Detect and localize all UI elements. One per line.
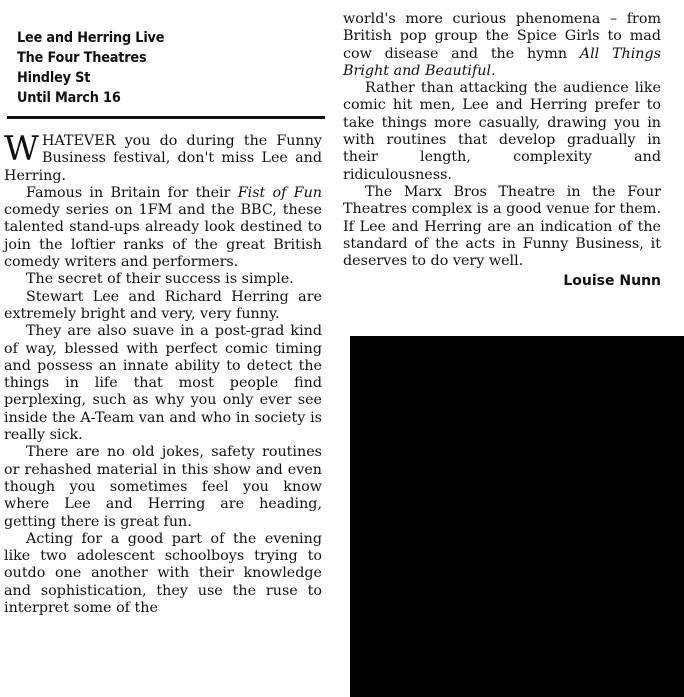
article-paragraph-1 <box>4 129 322 185</box>
article-paragraph-6: There are no old jokes, safety routines or rehashed material in this show and even though you sometimes feel you know where Lee and Herring are heading, getting there is great fun. <box>4 444 322 530</box>
drop-cap: W <box>4 129 39 169</box>
article-paragraph-2 <box>4 185 322 271</box>
header-divider <box>7 116 325 119</box>
event-title: Lee and Herring Live <box>17 30 165 46</box>
paragraph-2-text-b: comedy series on 1FM and the BBC, these talented stand-ups already look destined to join the loftier ranks of the great British comedy writers and performers. <box>4 202 322 271</box>
paragraph-1-text: HATEVER you do during the Funny Business festival, don't miss Lee and Herring. <box>4 133 322 184</box>
author-byline: Louise Nunn <box>563 273 661 290</box>
paragraph-8-text: world's more curious phenomena – from British pop group the Spice Girls to mad cow disease and the hymn <box>343 11 661 62</box>
article-paragraph-10: The Marx Bros Theatre in the Four Theatres complex is a good venue for them. If Lee and Herring are an indication of the standard of the acts in Funny Business, it deserves to do very well. <box>343 183 661 270</box>
article-paragraph-9: Rather than attacking the audience like comic hit men, Lee and Herring prefer to take things more casually, drawing you in with routines that develop gradually in their length, complexity and ridiculousness. <box>343 80 661 183</box>
event-dates: Until March 16 <box>17 90 121 106</box>
hymn-title: All Things Bright and Beautiful. <box>343 45 662 79</box>
article-paragraph-7: Acting for a good part of the evening like two adolescent schoolboys trying to outdo one another with their knowledge and sophistication, they use the ruse to interpret some of the <box>4 530 322 617</box>
event-street: Hindley St <box>17 70 91 86</box>
event-details <box>17 28 298 108</box>
article-paragraph-8 <box>343 11 661 80</box>
left-column <box>4 0 322 617</box>
article-paragraph-3: The secret of their success is simple. <box>26 271 294 288</box>
redacted-area <box>350 336 684 697</box>
show-title: Fist of Fun <box>237 184 322 201</box>
event-venue: The Four Theatres <box>17 50 147 66</box>
article-body-left <box>4 129 322 617</box>
article-paragraph-5: They are also suave in a post-grad kind of way, blessed with perfect comic timing and possess an innate ability to detect the things in life that most people find perplexing, such as why you only ever see inside the A-Team van and who in society is really sick. <box>4 323 322 444</box>
paragraph-2-text-a: Famous in Britain for their <box>26 184 238 201</box>
article-paragraph-4: Stewart Lee and Richard Herring are extremely bright and very, very funny. <box>4 288 322 322</box>
article-body-right <box>343 11 661 289</box>
